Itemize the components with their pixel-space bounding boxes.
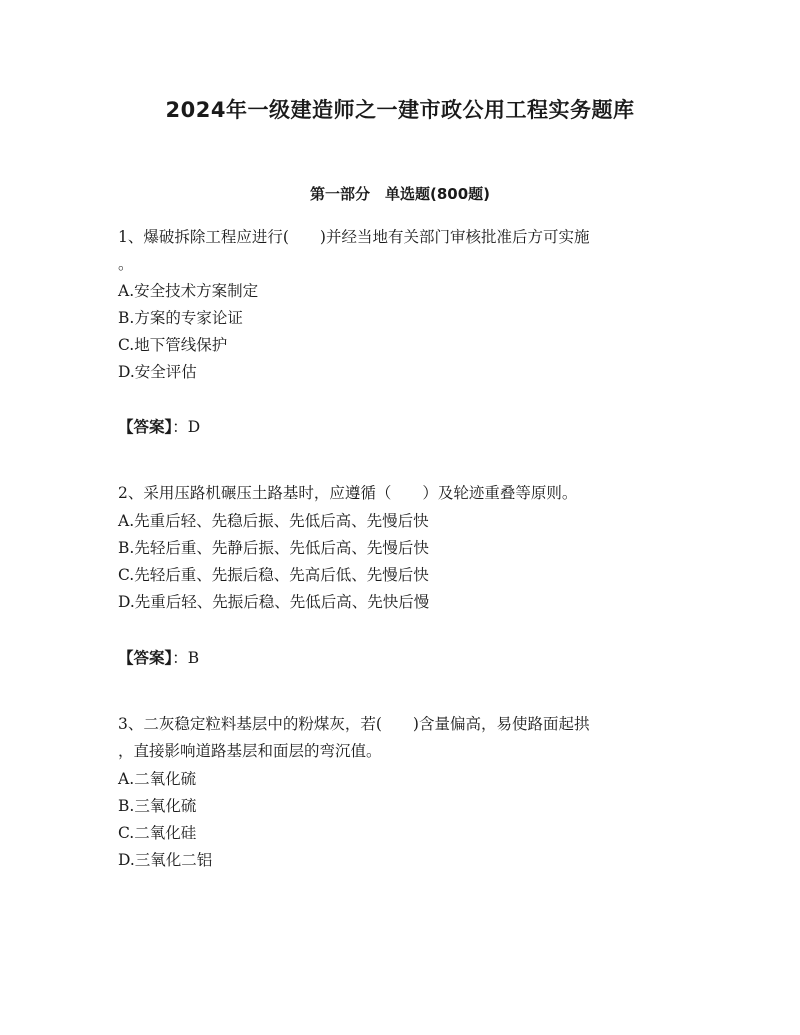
question-1-stem-line-1: 1、爆破拆除工程应进行( )并经当地有关部门审核批准后方可实施 [118,228,590,246]
question-3-option-d: D.三氧化二铝 [118,851,213,869]
question-2-option-c: C.先轻后重、先振后稳、先高后低、先慢后快 [118,566,429,584]
question-1-stem-line-2: 。 [118,255,134,273]
question-3-option-b: B.三氧化硫 [118,797,197,815]
question-2-stem-line-1: 2、采用压路机碾压土路基时，应遵循（ ）及轮迹重叠等原则。 [118,484,578,502]
question-1-option-c: C.地下管线保护 [118,336,228,354]
question-1-option-d: D.安全评估 [118,363,197,381]
question-1-option-b: B.方案的专家论证 [118,309,243,327]
question-2-option-d: D.先重后轻、先振后稳、先低后高、先快后慢 [118,593,430,611]
question-3-stem-line-1: 3、二灰稳定粒料基层中的粉煤灰，若( )含量偏高，易使路面起拱 [118,715,590,733]
question-1-answer [118,415,688,439]
section-title: 第一部分 单选题(800题) [309,185,491,203]
question-1-option-a: A.安全技术方案制定 [118,282,259,300]
question-3-stem-line-2: ，直接影响道路基层和面层的弯沉值。 [118,742,382,760]
answer-label: 【答案】 [118,417,173,436]
answer-value: ：D [172,418,201,436]
question-3-option-c: C.二氧化硅 [118,824,197,842]
answer-value: ：B [172,649,200,667]
question-2-option-a: A.先重后轻、先稳后振、先低后高、先慢后快 [118,512,429,530]
document-title: 2024年一级建造师之一建市政公用工程实务题库 [165,98,635,122]
answer-label: 【答案】 [118,648,173,667]
question-3-option-a: A.二氧化硫 [118,770,197,788]
question-2-answer [118,646,688,670]
question-2-option-b: B.先轻后重、先静后振、先低后高、先慢后快 [118,539,429,557]
